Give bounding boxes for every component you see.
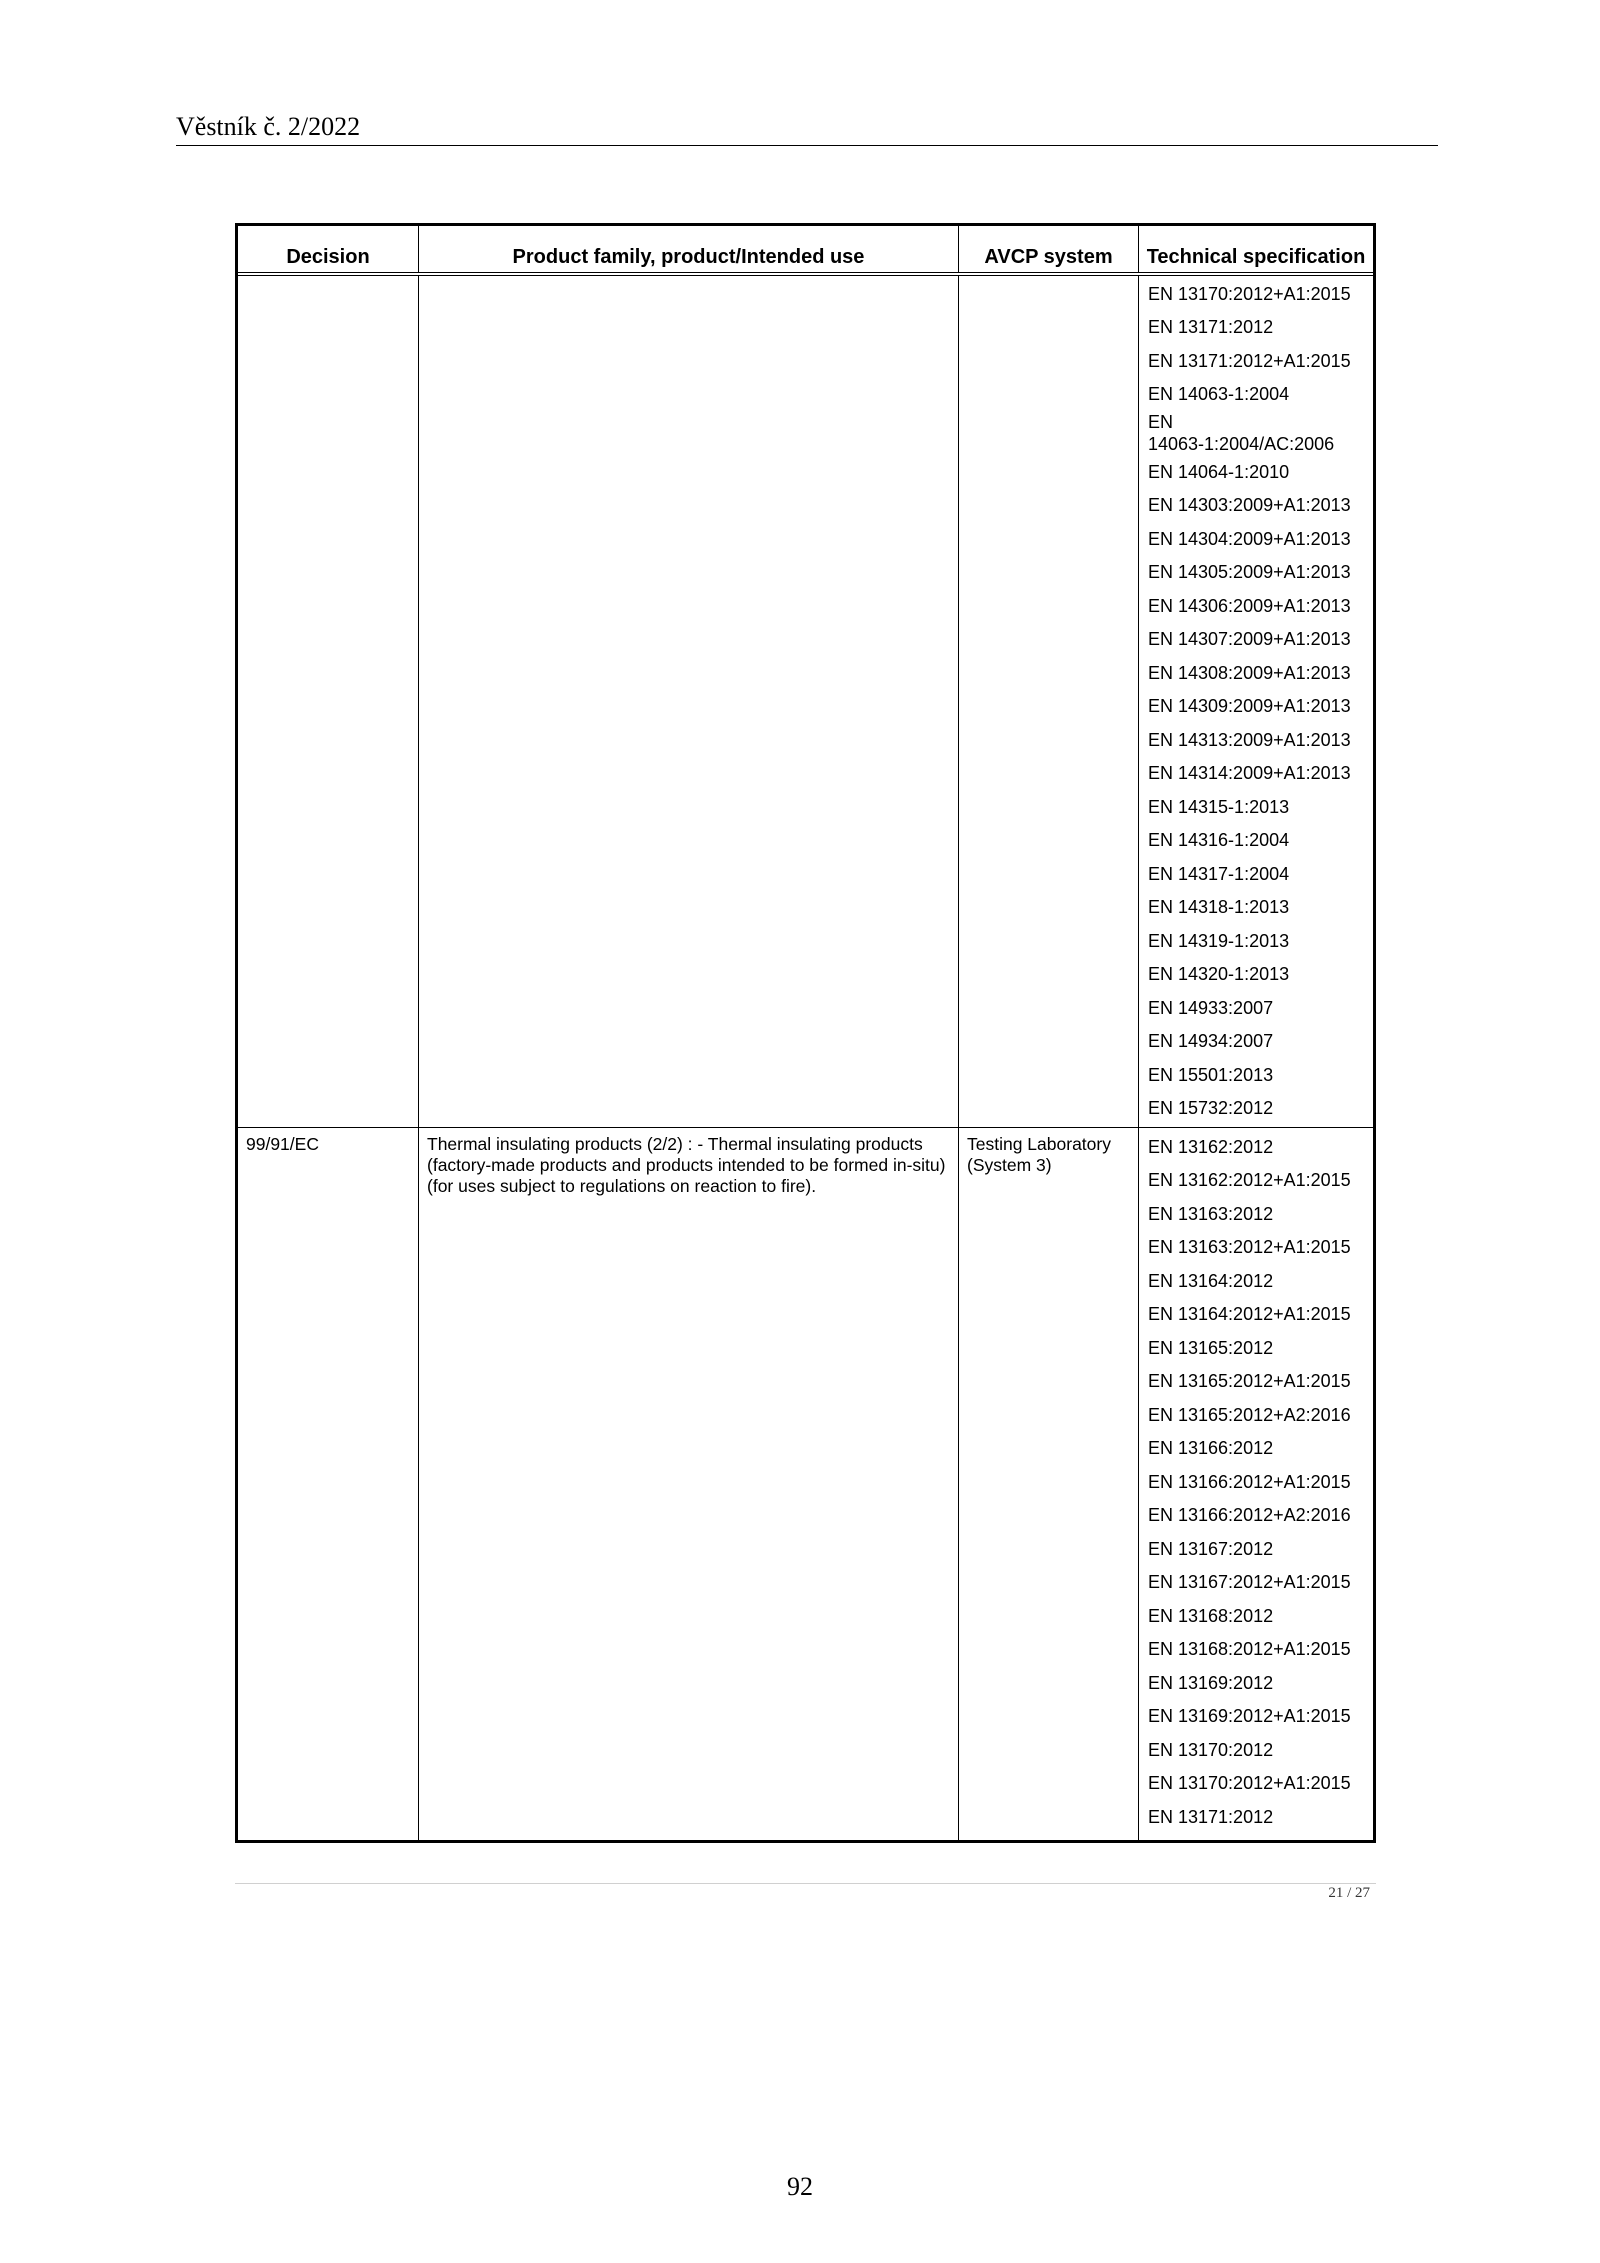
page-number: 92 (787, 2172, 813, 2201)
specification-item: EN 14319-1:2013 (1148, 930, 1290, 951)
product-cell: Thermal insulating products (2/2) : - Thermal insulating products (factory-made products and products intended to be formed in-situ) (for uses subject to regulations on reaction to fire). (418, 1128, 958, 1840)
specification-item: EN 13162:2012+A1:2015 (1148, 1170, 1351, 1191)
specification-item: EN 13164:2012 (1148, 1270, 1274, 1291)
specification-item: EN 14317-1:2004 (1148, 863, 1290, 884)
specification-item: EN 13165:2012 (1148, 1337, 1274, 1358)
specification-item: EN 13171:2012 (1148, 1806, 1274, 1827)
specification-item: EN 14309:2009+A1:2013 (1148, 696, 1351, 717)
specification-item: EN 15732:2012 (1148, 1098, 1274, 1119)
specification-item: EN 14320-1:2013 (1148, 964, 1290, 985)
specification-item: EN 13163:2012 (1148, 1203, 1274, 1224)
specification-item: EN 13170:2012+A1:2015 (1148, 283, 1351, 304)
specification-item: EN 13165:2012+A2:2016 (1148, 1404, 1351, 1425)
specification-item: EN 13170:2012+A1:2015 (1148, 1773, 1351, 1794)
column-header-technical-specification: Technical specification (1138, 226, 1373, 272)
table-row (238, 276, 1373, 1127)
specification-item: EN 14063-1:2004/AC:2006 (1148, 412, 1335, 454)
specification-item: EN 13171:2012+A1:2015 (1148, 350, 1351, 371)
specification-item: EN 14305:2009+A1:2013 (1148, 562, 1351, 583)
specification-item: EN 13167:2012+A1:2015 (1148, 1572, 1351, 1593)
specification-item: EN 13169:2012+A1:2015 (1148, 1706, 1351, 1727)
specification-list (1139, 1128, 1373, 1840)
specification-item: EN 13167:2012 (1148, 1538, 1274, 1559)
specification-cell (1138, 276, 1373, 1127)
specification-item: EN 14307:2009+A1:2013 (1148, 629, 1351, 650)
specification-item: EN 14304:2009+A1:2013 (1148, 528, 1351, 549)
specification-list (1139, 276, 1373, 1127)
specification-cell (1138, 1128, 1373, 1840)
specification-item: EN 14933:2007 (1148, 997, 1274, 1018)
specification-item: EN 13170:2012 (1148, 1739, 1274, 1760)
table-header (238, 226, 1373, 276)
specification-item: EN 14313:2009+A1:2013 (1148, 729, 1351, 750)
specification-item: EN 14314:2009+A1:2013 (1148, 763, 1351, 784)
specification-item: EN 14306:2009+A1:2013 (1148, 595, 1351, 616)
specification-item: EN 14318-1:2013 (1148, 897, 1290, 918)
decision-cell (238, 276, 418, 1127)
specification-table (235, 223, 1376, 1843)
specification-item: EN 14064-1:2010 (1148, 461, 1290, 482)
specification-item: EN 13165:2012+A1:2015 (1148, 1371, 1351, 1392)
specification-item: EN 13166:2012+A2:2016 (1148, 1505, 1351, 1526)
journal-title: Věstník č. 2/2022 (176, 112, 361, 141)
specification-item: EN 13166:2012 (1148, 1438, 1274, 1459)
header-divider (176, 145, 1438, 146)
specification-item: EN 14315-1:2013 (1148, 796, 1290, 817)
avcp-cell: Testing Laboratory (System 3) (958, 1128, 1138, 1840)
specification-item: EN 13164:2012+A1:2015 (1148, 1304, 1351, 1325)
column-header-avcp: AVCP system (958, 226, 1138, 272)
specification-item: EN 13168:2012+A1:2015 (1148, 1639, 1351, 1660)
specification-item: EN 14316-1:2004 (1148, 830, 1290, 851)
specification-item: EN 13171:2012 (1148, 317, 1274, 338)
specification-item: EN 14308:2009+A1:2013 (1148, 662, 1351, 683)
column-header-product: Product family, product/Intended use (418, 226, 958, 272)
specification-item: EN 14063-1:2004 (1148, 384, 1290, 405)
specification-item: EN 14303:2009+A1:2013 (1148, 495, 1351, 516)
decision-cell: 99/91/EC (246, 1134, 319, 1154)
avcp-cell (958, 276, 1138, 1127)
specification-item: EN 13169:2012 (1148, 1672, 1274, 1693)
table-row (238, 1127, 1373, 1840)
specification-item: EN 13163:2012+A1:2015 (1148, 1237, 1351, 1258)
footer-page-of: 21 / 27 (1328, 1885, 1370, 1901)
column-header-decision: Decision (286, 246, 370, 268)
specification-item: EN 15501:2013 (1148, 1064, 1274, 1085)
footer-divider (235, 1883, 1376, 1884)
specification-item: EN 13162:2012 (1148, 1136, 1274, 1157)
specification-item: EN 13166:2012+A1:2015 (1148, 1471, 1351, 1492)
product-cell (418, 276, 958, 1127)
specification-item: EN 14934:2007 (1148, 1031, 1274, 1052)
specification-item: EN 13168:2012 (1148, 1605, 1274, 1626)
